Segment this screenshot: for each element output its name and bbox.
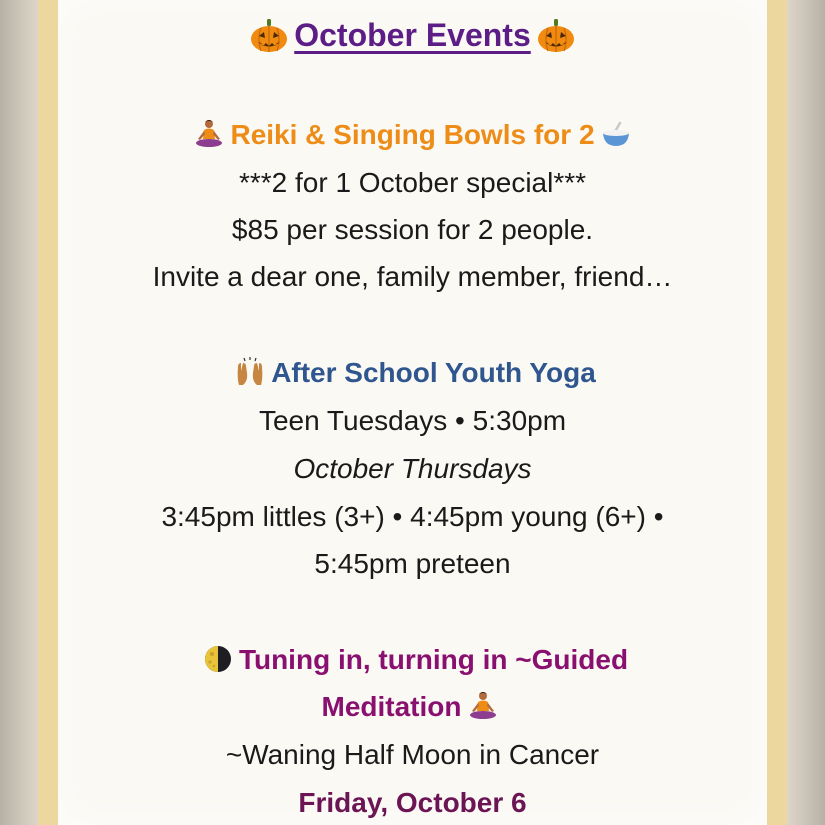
event-heading-reiki: [58, 117, 767, 153]
singing-bowl-icon: [601, 119, 631, 149]
half-moon-icon: [203, 644, 233, 674]
meditating-person-icon: [468, 691, 498, 721]
left-frame-stripe: [38, 0, 58, 825]
event-line: ***2 for 1 October special***: [238, 167, 587, 198]
event-line: 5:45pm preteen: [314, 548, 511, 579]
event-line: Invite a dear one, family member, friend…: [152, 261, 673, 292]
event-title-continued: Meditation: [321, 691, 462, 722]
event-heading-meditation: [58, 642, 767, 678]
event-line: October Thursdays: [293, 453, 532, 484]
page-title: October Events: [294, 17, 531, 53]
raised-hands-icon: [235, 357, 265, 387]
event-date: Friday, October 6: [298, 787, 527, 818]
jack-o-lantern-icon: [537, 19, 575, 53]
event-title: Reiki & Singing Bowls for 2: [230, 119, 595, 150]
right-frame-stripe: [767, 0, 787, 825]
jack-o-lantern-icon: [250, 19, 288, 53]
event-heading-youth-yoga: [58, 355, 767, 391]
event-line: $85 per session for 2 people.: [231, 214, 594, 245]
event-title: After School Youth Yoga: [271, 357, 596, 388]
event-line: ~Waning Half Moon in Cancer: [225, 739, 600, 770]
event-title: Tuning in, turning in ~Guided: [238, 644, 629, 675]
title-row: [58, 17, 767, 56]
event-line: Teen Tuesdays • 5:30pm: [258, 405, 567, 436]
flyer-panel: [58, 0, 767, 825]
event-line: 3:45pm littles (3+) • 4:45pm young (6+) •: [161, 501, 664, 532]
event-heading-meditation-cont: [58, 689, 767, 725]
meditating-person-icon: [194, 119, 224, 149]
